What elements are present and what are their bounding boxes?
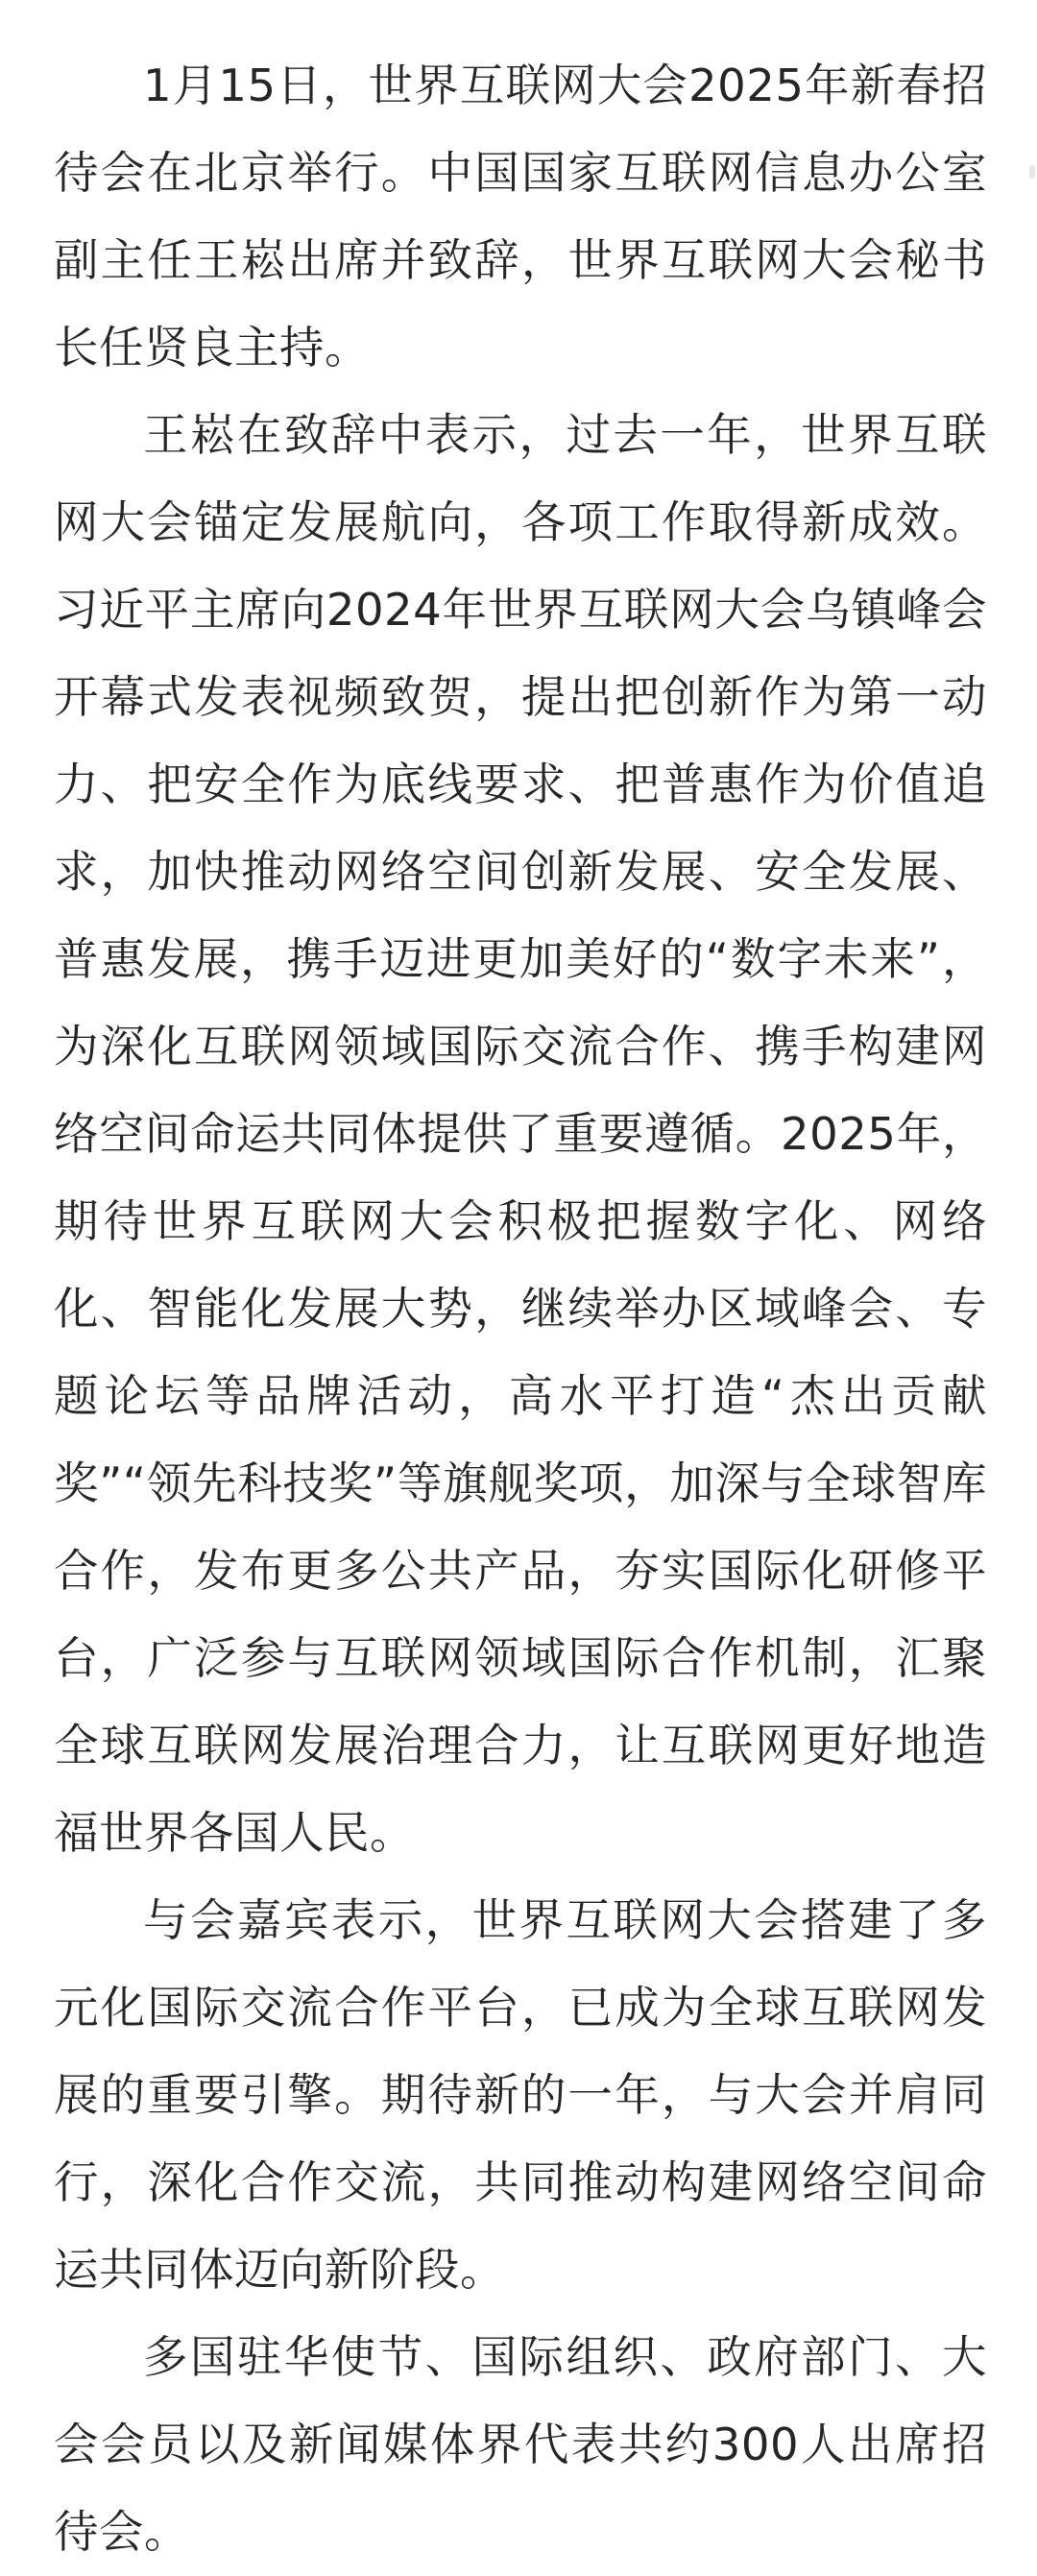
paragraph-intro: 1月15日，世界互联网大会2025年新春招待会在北京举行。中国国家互联网信息办公室副主任王崧出席并致辞，世界互联网大会秘书长任贤良主持。 [54,60,987,373]
paragraph-guests: 与会嘉宾表示，世界互联网大会搭建了多元化国际交流合作平台，已成为全球互联网发展的重要引擎。期待新的一年，与大会并肩同行，深化合作交流，共同推动构建网络空间命运共同体迈向新阶段。 [54,1894,987,2296]
article-body [54,42,987,2576]
paragraph-speech: 王崧在致辞中表示，过去一年，世界互联网大会锚定发展航向，各项工作取得新成效。习近平主席向2024年世界互联网大会乌镇峰会开幕式发表视频致贺，提出把创新作为第一动力、把安全作为底线要求、把普惠作为价值追求，加快推动网络空间创新发展、安全发展、普惠发展，携手迈进更加美好的“数字未来”，为深化互联网领域国际交流合作、携手构建网络空间命运共同体提供了重要遵循。2025年，期待世界互联网大会积极把握数字化、网络化、智能化发展大势，继续举办区域峰会、专题论坛等品牌活动，高水平打造“杰出贡献奖”“领先科技奖”等旗舰奖项，加深与全球智库合作，发布更多公共产品，夯实国际化研修平台，广泛参与互联网领域国际合作机制，汇聚全球互联网发展治理合力，让互联网更好地造福世界各国人民。 [54,409,987,1859]
scrollbar-thumb[interactable] [1029,165,1035,179]
paragraph-attendees: 多国驻华使节、国际组织、政府部门、大会会员以及新闻媒体界代表共约300人出席招待会。 [54,2331,987,2558]
